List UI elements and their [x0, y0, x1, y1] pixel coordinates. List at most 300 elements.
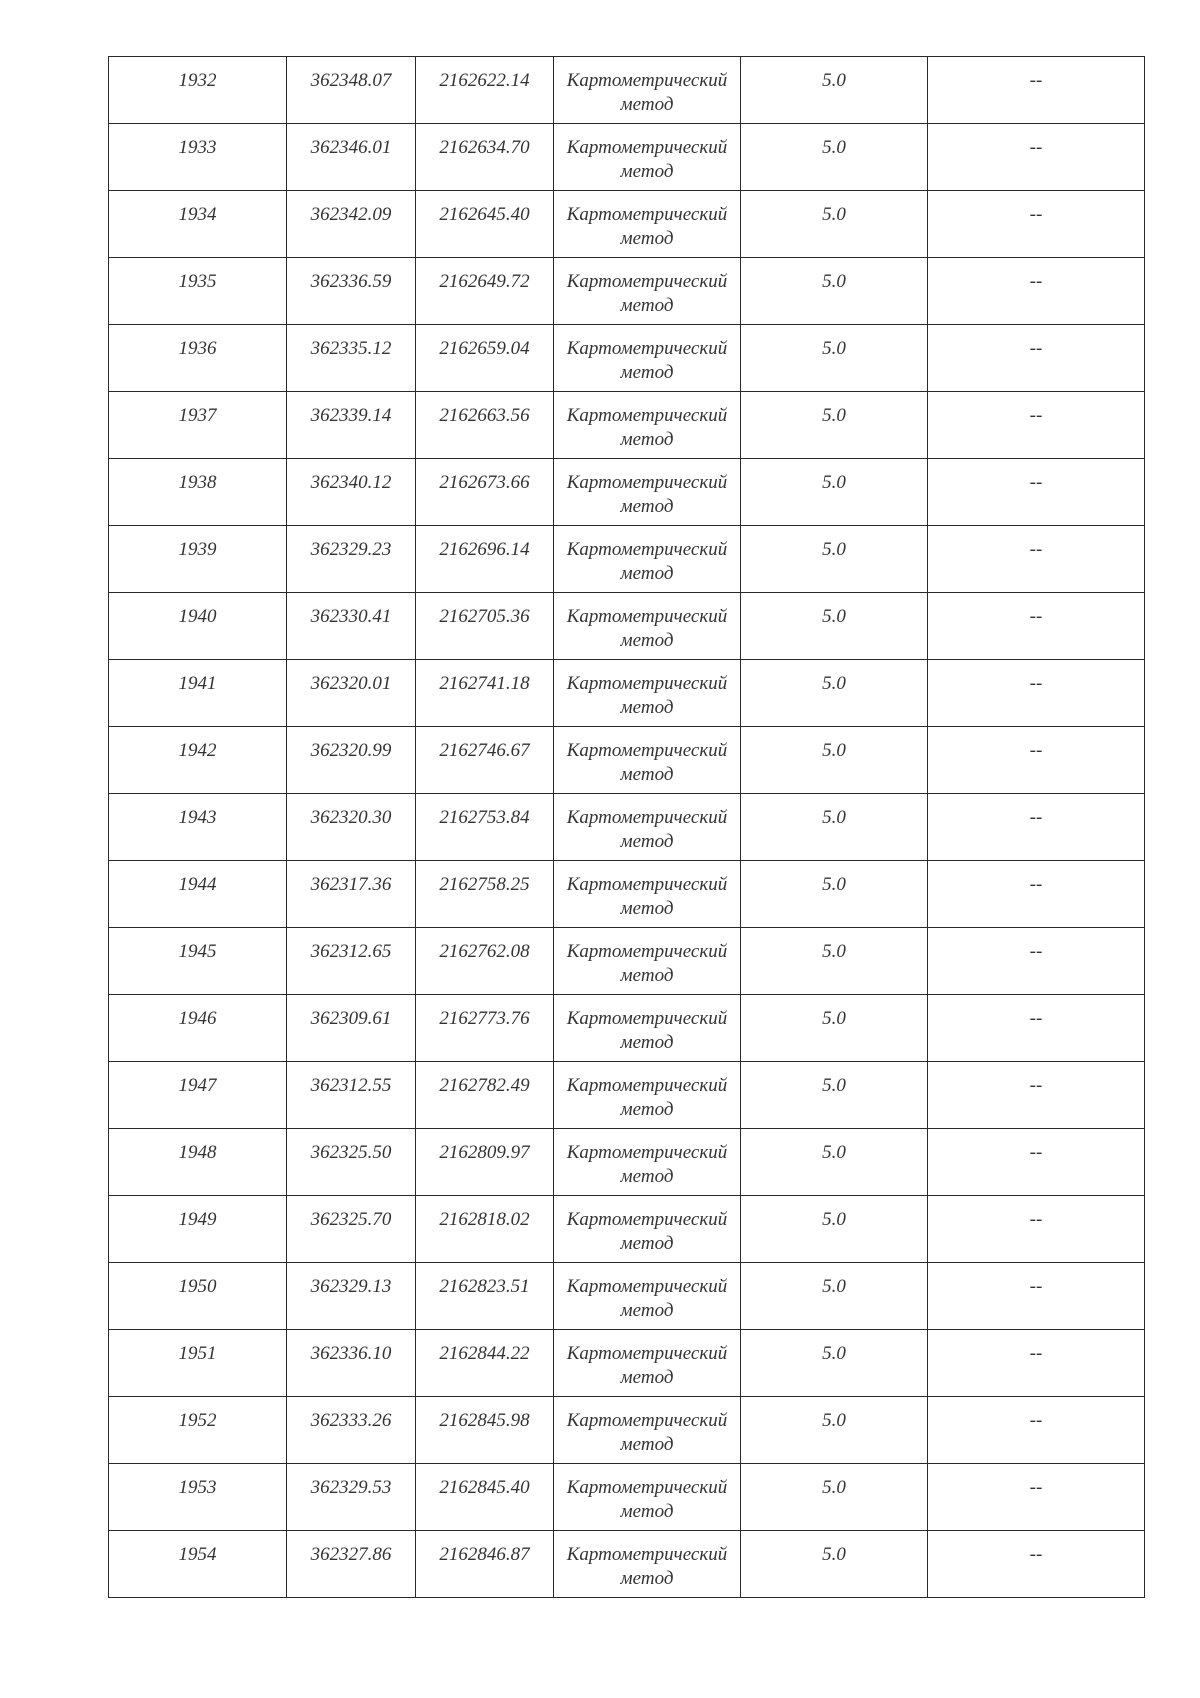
table-row — [109, 191, 1145, 258]
method-cell — [554, 1196, 741, 1263]
accuracy-cell — [741, 593, 928, 660]
point-number-text: 1939 — [178, 539, 217, 560]
coordinate-y-text: 2162696.14 — [439, 539, 530, 560]
table-row — [109, 928, 1145, 995]
note-cell — [928, 593, 1145, 660]
method-line-2: метод — [620, 764, 674, 785]
accuracy-text: 5.0 — [822, 673, 846, 694]
note-cell — [928, 124, 1145, 191]
note-text: -- — [1029, 1544, 1043, 1565]
point-number-cell — [109, 727, 287, 794]
method-cell — [554, 593, 741, 660]
coordinate-x-text: 362346.01 — [310, 137, 392, 158]
method-text — [554, 1129, 740, 1189]
accuracy-cell — [741, 727, 928, 794]
point-number-text: 1935 — [178, 271, 217, 292]
method-line-1: Картометрический — [566, 1343, 728, 1364]
accuracy-text: 5.0 — [822, 1142, 846, 1163]
note-text: -- — [1029, 1008, 1043, 1029]
note-text: -- — [1029, 137, 1043, 158]
coordinate-y-text: 2162846.87 — [439, 1544, 530, 1565]
method-line-2: метод — [620, 831, 674, 852]
method-cell — [554, 1263, 741, 1330]
method-line-2: метод — [620, 1300, 674, 1321]
coordinate-y-text: 2162758.25 — [439, 874, 530, 895]
method-cell — [554, 727, 741, 794]
method-text — [554, 1330, 740, 1390]
coordinate-x-cell — [287, 1531, 416, 1598]
coordinate-x-cell — [287, 258, 416, 325]
table-row — [109, 1062, 1145, 1129]
coordinate-x-text: 362325.50 — [310, 1142, 392, 1163]
coordinate-y-text: 2162663.56 — [439, 405, 530, 426]
point-number-text: 1940 — [178, 606, 217, 627]
method-cell — [554, 526, 741, 593]
method-cell — [554, 191, 741, 258]
coordinate-y-cell — [416, 1531, 554, 1598]
point-number-cell — [109, 1263, 287, 1330]
accuracy-text: 5.0 — [822, 405, 846, 426]
table-row — [109, 392, 1145, 459]
method-line-1: Картометрический — [566, 1477, 728, 1498]
method-text — [554, 1196, 740, 1256]
point-number-text: 1932 — [178, 70, 217, 91]
method-line-1: Картометрический — [566, 1544, 728, 1565]
method-line-1: Картометрический — [566, 271, 728, 292]
method-text — [554, 995, 740, 1055]
coordinate-y-text: 2162741.18 — [439, 673, 530, 694]
accuracy-cell — [741, 1330, 928, 1397]
point-number-text: 1951 — [178, 1343, 217, 1364]
coordinate-y-cell — [416, 1397, 554, 1464]
method-line-2: метод — [620, 1099, 674, 1120]
coordinate-x-text: 362342.09 — [310, 204, 392, 225]
accuracy-cell — [741, 1397, 928, 1464]
coordinate-x-cell — [287, 325, 416, 392]
method-line-1: Картометрический — [566, 1008, 728, 1029]
note-cell — [928, 1531, 1145, 1598]
method-line-2: метод — [620, 228, 674, 249]
coordinate-x-cell — [287, 861, 416, 928]
coordinate-x-cell — [287, 995, 416, 1062]
note-cell — [928, 1196, 1145, 1263]
accuracy-text: 5.0 — [822, 1343, 846, 1364]
coordinate-y-cell — [416, 1129, 554, 1196]
table-row — [109, 526, 1145, 593]
note-text: -- — [1029, 271, 1043, 292]
method-line-1: Картометрический — [566, 606, 728, 627]
coordinate-y-cell — [416, 1464, 554, 1531]
point-number-text: 1946 — [178, 1008, 217, 1029]
method-line-1: Картометрический — [566, 539, 728, 560]
method-cell — [554, 861, 741, 928]
note-text: -- — [1029, 1410, 1043, 1431]
method-cell — [554, 1464, 741, 1531]
coordinate-x-text: 362336.59 — [310, 271, 392, 292]
coordinate-y-text: 2162773.76 — [439, 1008, 530, 1029]
accuracy-cell — [741, 660, 928, 727]
coordinate-y-text: 2162649.72 — [439, 271, 530, 292]
accuracy-cell — [741, 526, 928, 593]
coordinate-y-text: 2162746.67 — [439, 740, 530, 761]
point-number-text: 1936 — [178, 338, 217, 359]
method-text — [554, 794, 740, 854]
method-line-1: Картометрический — [566, 740, 728, 761]
note-text: -- — [1029, 1075, 1043, 1096]
coordinate-x-cell — [287, 1263, 416, 1330]
coordinate-x-text: 362309.61 — [310, 1008, 392, 1029]
coordinate-y-cell — [416, 258, 554, 325]
coordinate-y-cell — [416, 1196, 554, 1263]
point-number-text: 1934 — [178, 204, 217, 225]
note-text: -- — [1029, 1276, 1043, 1297]
method-line-2: метод — [620, 1568, 674, 1589]
coordinate-x-text: 362329.53 — [310, 1477, 392, 1498]
method-text — [554, 660, 740, 720]
coordinate-y-cell — [416, 526, 554, 593]
table-row — [109, 593, 1145, 660]
note-cell — [928, 794, 1145, 861]
table-row — [109, 995, 1145, 1062]
table-row — [109, 258, 1145, 325]
point-number-text: 1937 — [178, 405, 217, 426]
coordinate-y-cell — [416, 727, 554, 794]
coordinate-x-text: 362348.07 — [310, 70, 392, 91]
method-line-2: метод — [620, 429, 674, 450]
method-cell — [554, 1129, 741, 1196]
accuracy-cell — [741, 258, 928, 325]
coordinate-y-text: 2162634.70 — [439, 137, 530, 158]
point-number-text: 1942 — [178, 740, 217, 761]
point-number-cell — [109, 57, 287, 124]
accuracy-text: 5.0 — [822, 606, 846, 627]
method-text — [554, 124, 740, 184]
note-cell — [928, 995, 1145, 1062]
note-cell — [928, 459, 1145, 526]
table-row — [109, 459, 1145, 526]
coordinate-x-text: 362333.26 — [310, 1410, 392, 1431]
coordinate-y-text: 2162622.14 — [439, 70, 530, 91]
coordinate-y-cell — [416, 191, 554, 258]
note-text: -- — [1029, 1477, 1043, 1498]
method-text — [554, 928, 740, 988]
table-row — [109, 57, 1145, 124]
method-cell — [554, 57, 741, 124]
note-cell — [928, 1129, 1145, 1196]
point-number-text: 1954 — [178, 1544, 217, 1565]
note-cell — [928, 392, 1145, 459]
coordinate-y-text: 2162809.97 — [439, 1142, 530, 1163]
coordinate-x-text: 362335.12 — [310, 338, 392, 359]
method-text — [554, 861, 740, 921]
accuracy-cell — [741, 1129, 928, 1196]
point-number-text: 1944 — [178, 874, 217, 895]
coordinate-y-cell — [416, 1330, 554, 1397]
coordinate-x-text: 362325.70 — [310, 1209, 392, 1230]
point-number-cell — [109, 995, 287, 1062]
note-text: -- — [1029, 1343, 1043, 1364]
coordinate-x-text: 362320.30 — [310, 807, 392, 828]
method-line-2: метод — [620, 630, 674, 651]
coordinate-x-cell — [287, 1129, 416, 1196]
method-text — [554, 1062, 740, 1122]
method-line-1: Картометрический — [566, 70, 728, 91]
table-row — [109, 794, 1145, 861]
coordinate-x-cell — [287, 459, 416, 526]
point-number-text: 1948 — [178, 1142, 217, 1163]
accuracy-text: 5.0 — [822, 137, 846, 158]
coordinate-x-cell — [287, 1464, 416, 1531]
accuracy-text: 5.0 — [822, 539, 846, 560]
method-text — [554, 459, 740, 519]
point-number-cell — [109, 124, 287, 191]
note-text: -- — [1029, 807, 1043, 828]
method-line-1: Картометрический — [566, 673, 728, 694]
coordinate-x-cell — [287, 794, 416, 861]
point-number-cell — [109, 1531, 287, 1598]
note-text: -- — [1029, 204, 1043, 225]
method-line-2: метод — [620, 94, 674, 115]
table-row — [109, 325, 1145, 392]
accuracy-cell — [741, 995, 928, 1062]
point-number-text: 1950 — [178, 1276, 217, 1297]
accuracy-text: 5.0 — [822, 1075, 846, 1096]
coordinate-y-cell — [416, 57, 554, 124]
coordinate-x-text: 362320.99 — [310, 740, 392, 761]
accuracy-cell — [741, 1263, 928, 1330]
note-text: -- — [1029, 606, 1043, 627]
accuracy-text: 5.0 — [822, 740, 846, 761]
method-line-1: Картометрический — [566, 1410, 728, 1431]
table-row — [109, 1196, 1145, 1263]
accuracy-cell — [741, 861, 928, 928]
coordinate-y-cell — [416, 660, 554, 727]
method-line-2: метод — [620, 965, 674, 986]
accuracy-text: 5.0 — [822, 472, 846, 493]
accuracy-text: 5.0 — [822, 1477, 846, 1498]
coordinate-y-cell — [416, 459, 554, 526]
method-cell — [554, 928, 741, 995]
coordinate-x-text: 362312.55 — [310, 1075, 392, 1096]
method-line-1: Картометрический — [566, 941, 728, 962]
method-cell — [554, 392, 741, 459]
accuracy-cell — [741, 1531, 928, 1598]
note-cell — [928, 660, 1145, 727]
accuracy-cell — [741, 1196, 928, 1263]
accuracy-text: 5.0 — [822, 1544, 846, 1565]
note-cell — [928, 1263, 1145, 1330]
coordinate-y-text: 2162705.36 — [439, 606, 530, 627]
accuracy-cell — [741, 325, 928, 392]
method-cell — [554, 794, 741, 861]
note-cell — [928, 325, 1145, 392]
accuracy-text: 5.0 — [822, 1008, 846, 1029]
note-cell — [928, 727, 1145, 794]
accuracy-text: 5.0 — [822, 271, 846, 292]
table-row — [109, 1129, 1145, 1196]
method-cell — [554, 1531, 741, 1598]
table-row — [109, 660, 1145, 727]
point-number-cell — [109, 392, 287, 459]
coordinate-x-text: 362327.86 — [310, 1544, 392, 1565]
coordinate-x-cell — [287, 1330, 416, 1397]
method-text — [554, 1531, 740, 1591]
coordinate-x-cell — [287, 1397, 416, 1464]
table-row — [109, 1531, 1145, 1598]
accuracy-cell — [741, 191, 928, 258]
method-text — [554, 593, 740, 653]
point-number-cell — [109, 593, 287, 660]
note-cell — [928, 1330, 1145, 1397]
note-text: -- — [1029, 539, 1043, 560]
note-text: -- — [1029, 1209, 1043, 1230]
coordinate-x-cell — [287, 392, 416, 459]
table-row — [109, 861, 1145, 928]
coordinate-y-cell — [416, 124, 554, 191]
point-number-cell — [109, 1330, 287, 1397]
coordinate-x-text: 362329.13 — [310, 1276, 392, 1297]
method-text — [554, 727, 740, 787]
point-number-text: 1941 — [178, 673, 217, 694]
coordinate-y-cell — [416, 325, 554, 392]
method-text — [554, 258, 740, 318]
point-number-text: 1943 — [178, 807, 217, 828]
accuracy-text: 5.0 — [822, 807, 846, 828]
accuracy-cell — [741, 1464, 928, 1531]
accuracy-cell — [741, 794, 928, 861]
method-line-2: метод — [620, 1434, 674, 1455]
accuracy-text: 5.0 — [822, 1410, 846, 1431]
point-number-text: 1952 — [178, 1410, 217, 1431]
coordinate-x-text: 362330.41 — [310, 606, 392, 627]
coordinate-y-cell — [416, 392, 554, 459]
table-row — [109, 124, 1145, 191]
point-number-text: 1949 — [178, 1209, 217, 1230]
accuracy-text: 5.0 — [822, 1209, 846, 1230]
note-text: -- — [1029, 1142, 1043, 1163]
table-row — [109, 1263, 1145, 1330]
accuracy-cell — [741, 1062, 928, 1129]
coordinate-y-cell — [416, 928, 554, 995]
note-text: -- — [1029, 472, 1043, 493]
coordinate-x-text: 362340.12 — [310, 472, 392, 493]
method-text — [554, 526, 740, 586]
coordinate-x-cell — [287, 1196, 416, 1263]
method-line-1: Картометрический — [566, 338, 728, 359]
accuracy-text: 5.0 — [822, 941, 846, 962]
method-line-2: метод — [620, 161, 674, 182]
method-line-2: метод — [620, 295, 674, 316]
coordinate-x-text: 362312.65 — [310, 941, 392, 962]
coordinate-y-text: 2162818.02 — [439, 1209, 530, 1230]
method-cell — [554, 995, 741, 1062]
coordinate-x-cell — [287, 57, 416, 124]
point-number-cell — [109, 1129, 287, 1196]
note-text: -- — [1029, 673, 1043, 694]
coordinate-y-text: 2162823.51 — [439, 1276, 530, 1297]
point-number-cell — [109, 1397, 287, 1464]
coordinate-y-text: 2162762.08 — [439, 941, 530, 962]
method-cell — [554, 459, 741, 526]
note-cell — [928, 1062, 1145, 1129]
point-number-cell — [109, 1196, 287, 1263]
method-cell — [554, 1062, 741, 1129]
coordinate-x-cell — [287, 660, 416, 727]
coordinate-x-cell — [287, 593, 416, 660]
accuracy-cell — [741, 459, 928, 526]
point-number-text: 1933 — [178, 137, 217, 158]
coordinate-x-cell — [287, 191, 416, 258]
point-number-cell — [109, 1464, 287, 1531]
note-cell — [928, 1464, 1145, 1531]
point-number-cell — [109, 861, 287, 928]
table-row — [109, 1464, 1145, 1531]
method-text — [554, 325, 740, 385]
note-cell — [928, 191, 1145, 258]
method-cell — [554, 124, 741, 191]
method-line-1: Картометрический — [566, 1209, 728, 1230]
method-line-1: Картометрический — [566, 405, 728, 426]
point-number-text: 1938 — [178, 472, 217, 493]
method-cell — [554, 1397, 741, 1464]
accuracy-text: 5.0 — [822, 70, 846, 91]
note-text: -- — [1029, 740, 1043, 761]
coordinate-y-text: 2162845.98 — [439, 1410, 530, 1431]
accuracy-cell — [741, 928, 928, 995]
method-text — [554, 1263, 740, 1323]
method-line-1: Картометрический — [566, 472, 728, 493]
coordinate-y-cell — [416, 995, 554, 1062]
coordinates-table-body — [109, 57, 1145, 1598]
coordinate-x-cell — [287, 928, 416, 995]
note-cell — [928, 258, 1145, 325]
coordinate-x-text: 362329.23 — [310, 539, 392, 560]
method-line-2: метод — [620, 1501, 674, 1522]
note-text: -- — [1029, 405, 1043, 426]
note-text: -- — [1029, 70, 1043, 91]
point-number-cell — [109, 1062, 287, 1129]
note-text: -- — [1029, 338, 1043, 359]
point-number-cell — [109, 928, 287, 995]
method-text — [554, 1464, 740, 1524]
method-line-2: метод — [620, 563, 674, 584]
coordinate-y-text: 2162845.40 — [439, 1477, 530, 1498]
coordinates-table — [108, 56, 1145, 1598]
note-cell — [928, 861, 1145, 928]
method-line-2: метод — [620, 1367, 674, 1388]
coordinate-x-cell — [287, 124, 416, 191]
method-line-2: метод — [620, 496, 674, 517]
note-cell — [928, 526, 1145, 593]
point-number-cell — [109, 459, 287, 526]
point-number-cell — [109, 794, 287, 861]
point-number-cell — [109, 325, 287, 392]
method-text — [554, 57, 740, 117]
method-line-1: Картометрический — [566, 874, 728, 895]
coordinate-x-cell — [287, 1062, 416, 1129]
table-row — [109, 1397, 1145, 1464]
note-text: -- — [1029, 874, 1043, 895]
coordinate-y-cell — [416, 1263, 554, 1330]
coordinate-y-text: 2162673.66 — [439, 472, 530, 493]
method-text — [554, 1397, 740, 1457]
coordinate-x-text: 362336.10 — [310, 1343, 392, 1364]
accuracy-text: 5.0 — [822, 204, 846, 225]
method-text — [554, 191, 740, 251]
point-number-cell — [109, 526, 287, 593]
method-line-2: метод — [620, 362, 674, 383]
coordinate-x-text: 362320.01 — [310, 673, 392, 694]
